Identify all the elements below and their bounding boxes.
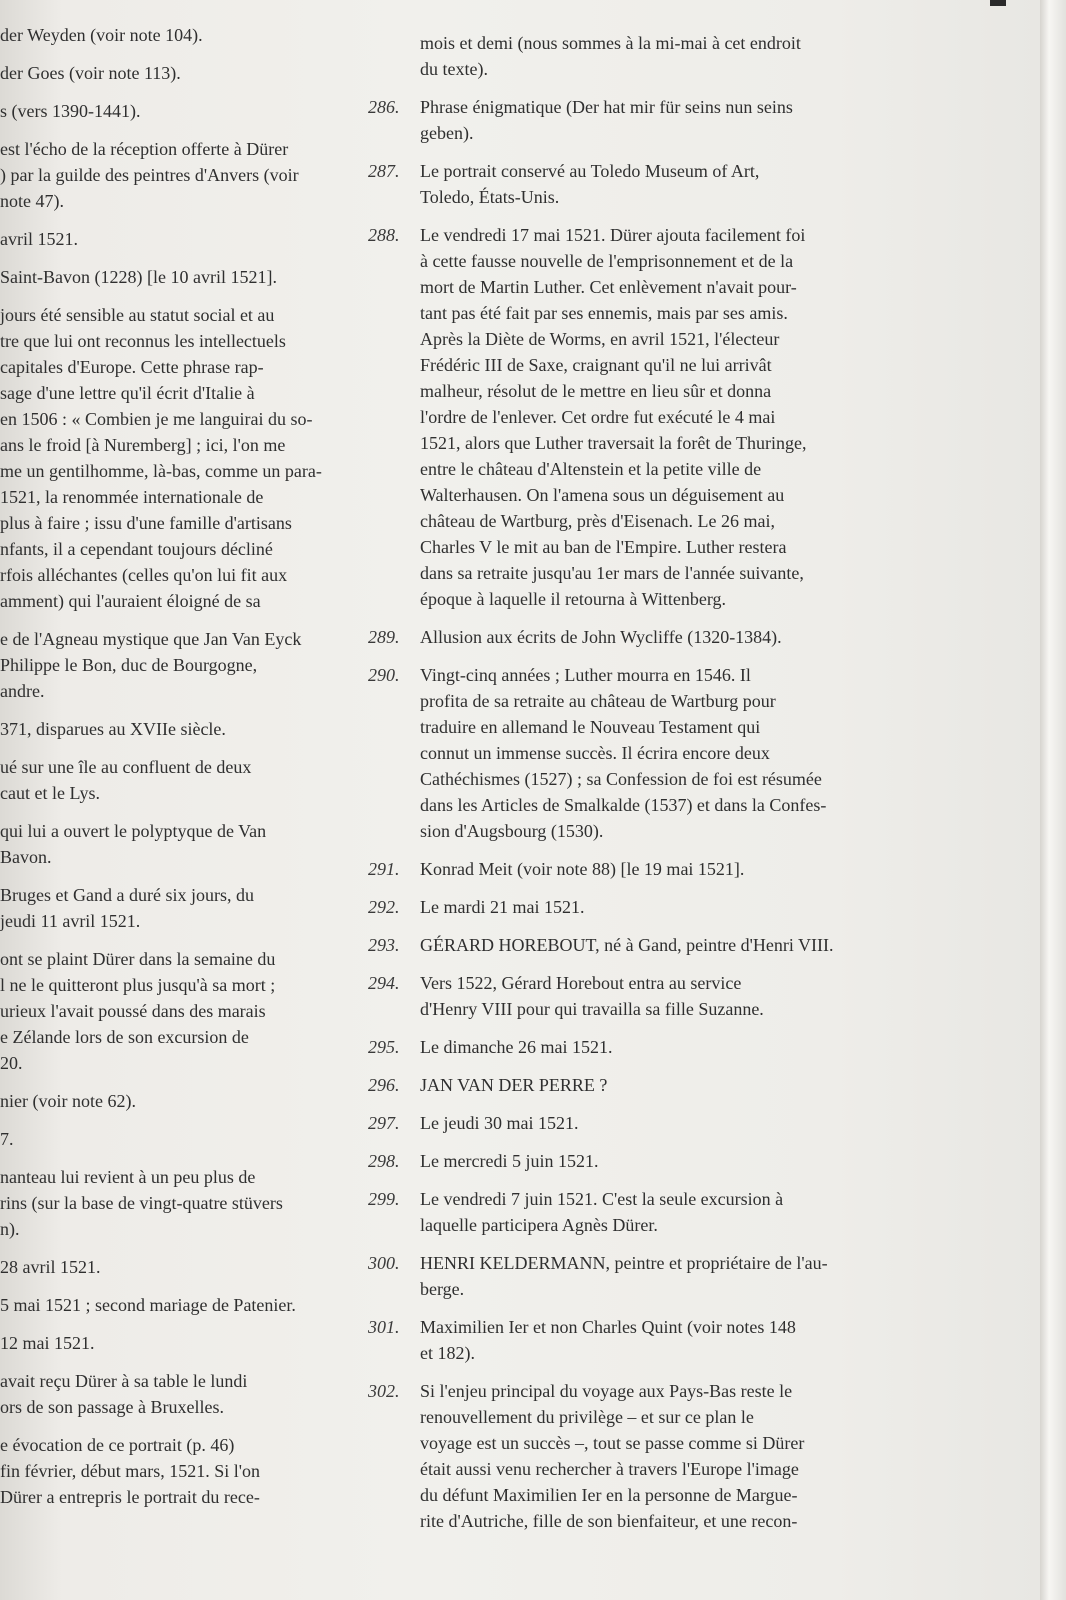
text-line: est l'écho de la réception offerte à Dürer	[0, 139, 289, 159]
left-note-paragraph	[0, 626, 345, 704]
right-column	[368, 30, 888, 1546]
text-line: s (vers 1390-1441).	[0, 101, 141, 121]
text-line: Cathéchismes (1527) ; sa Confession de foi est résumée	[420, 769, 822, 789]
text-line: 371, disparues au XVIIe siècle.	[0, 719, 226, 739]
text-line: nanteau lui revient à un peu plus de	[0, 1167, 256, 1187]
text-line: qui lui a ouvert le polyptyque de Van	[0, 821, 267, 841]
text-line: Saint-Bavon (1228) [le 10 avril 1521].	[0, 267, 277, 287]
endnote-number: 293.	[368, 935, 400, 955]
text-line: voyage est un succès –, tout se passe comme si Dürer	[420, 1433, 805, 1453]
text-line: e évocation de ce portrait (p. 46)	[0, 1435, 235, 1455]
text-line: mort de Martin Luther. Cet enlèvement n'avait pour-	[420, 277, 797, 297]
text-line: amment) qui l'auraient éloigné de sa	[0, 591, 261, 611]
endnote-text	[420, 1072, 888, 1098]
endnote	[368, 1072, 888, 1098]
endnote	[368, 1148, 888, 1174]
text-line: Bruges et Gand a duré six jours, du	[0, 885, 254, 905]
endnote	[368, 222, 888, 612]
text-line: l'ordre de l'enlever. Cet ordre fut exécuté le 4 mai	[420, 407, 776, 427]
text-line: der Goes (voir note 113).	[0, 63, 181, 83]
text-line: nfants, il a cependant toujours décliné	[0, 539, 273, 559]
left-note-paragraph	[0, 136, 345, 214]
page-edge-mark	[990, 0, 1006, 6]
endnote-number: 288.	[368, 225, 400, 245]
endnote-number: 297.	[368, 1113, 400, 1133]
endnote	[368, 94, 888, 146]
text-line: Le vendredi 17 mai 1521. Dürer ajouta facilement foi	[420, 225, 806, 245]
left-note-paragraph	[0, 226, 345, 252]
text-line: Konrad Meit (voir note 88) [le 19 mai 1521].	[420, 859, 745, 879]
endnote-number: 302.	[368, 1381, 400, 1401]
left-note-paragraph	[0, 1330, 345, 1356]
endnote-number: 295.	[368, 1037, 400, 1057]
text-line: ans le froid [à Nuremberg] ; ici, l'on me	[0, 435, 286, 455]
text-line: e Zélande lors de son excursion de	[0, 1027, 249, 1047]
text-line: rite d'Autriche, fille de son bienfaiteur, et une recon-	[420, 1511, 798, 1531]
endnote	[368, 662, 888, 844]
left-note-paragraph	[0, 22, 345, 48]
text-line: sage d'une lettre qu'il écrit d'Italie à	[0, 383, 255, 403]
text-line: Si l'enjeu principal du voyage aux Pays-Bas reste le	[420, 1381, 793, 1401]
text-line: tant pas été fait par ses ennemis, mais par ses amis.	[420, 303, 788, 323]
text-line: dans sa retraite jusqu'au 1er mars de l'année suivante,	[420, 563, 804, 583]
continued-note-text	[368, 30, 888, 82]
text-line: jours été sensible au statut social et au	[0, 305, 275, 325]
endnote-number: 298.	[368, 1151, 400, 1171]
endnote-text	[420, 662, 888, 844]
text-line: Charles V le mit au ban de l'Empire. Luther restera	[420, 537, 787, 557]
endnote	[368, 624, 888, 650]
left-note-paragraph	[0, 302, 345, 614]
text-line: GÉRARD HOREBOUT, né à Gand, peintre d'Henri VIII.	[420, 935, 834, 955]
endnote-text	[420, 1034, 888, 1060]
endnote	[368, 1314, 888, 1366]
endnote-text	[420, 158, 888, 210]
text-line: du texte).	[420, 59, 488, 79]
text-line: d'Henry VIII pour qui travailla sa fille Suzanne.	[420, 999, 764, 1019]
text-line: nier (voir note 62).	[0, 1091, 136, 1111]
text-line: malheur, résolut de le mettre en lieu sûr et donna	[420, 381, 772, 401]
text-line: Le vendredi 7 juin 1521. C'est la seule excursion à	[420, 1189, 784, 1209]
text-line: Le mercredi 5 juin 1521.	[420, 1151, 599, 1171]
text-line: 7.	[0, 1129, 14, 1149]
endnote-number: 296.	[368, 1075, 400, 1095]
text-line: mois et demi (nous sommes à la mi-mai à cet endroit	[420, 33, 801, 53]
endnote-number: 291.	[368, 859, 400, 879]
endnote	[368, 1250, 888, 1302]
text-line: profita de sa retraite au château de Wartburg pour	[420, 691, 776, 711]
endnote-text	[420, 970, 888, 1022]
left-note-paragraph	[0, 1088, 345, 1114]
text-line: ) par la guilde des peintres d'Anvers (voir	[0, 165, 299, 185]
endnote-text	[420, 1148, 888, 1174]
text-line: avait reçu Dürer à sa table le lundi	[0, 1371, 248, 1391]
text-line: JAN VAN DER PERRE ?	[420, 1075, 608, 1095]
text-line: Frédéric III de Saxe, craignant qu'il ne lui arrivât	[420, 355, 772, 375]
text-line: plus à faire ; issu d'une famille d'artisans	[0, 513, 292, 533]
endnote-number: 300.	[368, 1253, 400, 1273]
left-note-paragraph	[0, 754, 345, 806]
text-line: caut et le Lys.	[0, 783, 100, 803]
endnote	[368, 1186, 888, 1238]
text-line: époque à laquelle il retourna à Wittenberg.	[420, 589, 726, 609]
endnote	[368, 1110, 888, 1136]
text-line: fin février, début mars, 1521. Si l'on	[0, 1461, 260, 1481]
text-line: l ne le quitteront plus jusqu'à sa mort ;	[0, 975, 276, 995]
endnote-number: 301.	[368, 1317, 400, 1337]
text-line: du défunt Maximilien Ier en la personne de Margue-	[420, 1485, 798, 1505]
left-note-paragraph	[0, 60, 345, 86]
text-line: tre que lui ont reconnus les intellectuels	[0, 331, 286, 351]
text-line: note 47).	[0, 191, 64, 211]
endnote-text	[420, 932, 888, 958]
endnote	[368, 1378, 888, 1534]
endnote-text	[420, 894, 888, 920]
text-line: traduire en allemand le Nouveau Testament qui	[420, 717, 761, 737]
text-line: et 182).	[420, 1343, 475, 1363]
endnote-text	[420, 1378, 888, 1534]
endnote	[368, 970, 888, 1022]
left-note-paragraph	[0, 716, 345, 742]
endnote-text	[420, 856, 888, 882]
left-note-paragraph	[0, 1254, 345, 1280]
left-note-paragraph	[0, 882, 345, 934]
text-line: Dürer a entrepris le portrait du rece-	[0, 1487, 260, 1507]
text-line: Toledo, États-Unis.	[420, 187, 560, 207]
left-note-paragraph	[0, 946, 345, 1076]
text-line: renouvellement du privilège – et sur ce plan le	[420, 1407, 754, 1427]
endnote-text	[420, 1250, 888, 1302]
endnote-number: 292.	[368, 897, 400, 917]
text-line: rins (sur la base de vingt-quatre stüvers	[0, 1193, 283, 1213]
text-line: ors de son passage à Bruxelles.	[0, 1397, 224, 1417]
text-line: 5 mai 1521 ; second mariage de Patenier.	[0, 1295, 296, 1315]
endnotes-list	[368, 94, 888, 1534]
text-line: berge.	[420, 1279, 465, 1299]
text-line: avril 1521.	[0, 229, 78, 249]
endnote-text	[420, 1314, 888, 1366]
text-line: rfois alléchantes (celles qu'on lui fit aux	[0, 565, 288, 585]
text-line: ont se plaint Dürer dans la semaine du	[0, 949, 276, 969]
text-line: Le mardi 21 mai 1521.	[420, 897, 585, 917]
text-line: e de l'Agneau mystique que Jan Van Eyck	[0, 629, 302, 649]
text-line: 12 mai 1521.	[0, 1333, 95, 1353]
text-line: jeudi 11 avril 1521.	[0, 911, 141, 931]
text-line: Philippe le Bon, duc de Bourgogne,	[0, 655, 258, 675]
endnote	[368, 856, 888, 882]
text-line: urieux l'avait poussé dans des marais	[0, 1001, 266, 1021]
text-line: était aussi venu rechercher à travers l'Europe l'image	[420, 1459, 799, 1479]
text-line: Allusion aux écrits de John Wycliffe (1320-1384).	[420, 627, 782, 647]
left-note-paragraph	[0, 264, 345, 290]
left-note-paragraph	[0, 1368, 345, 1420]
endnote	[368, 894, 888, 920]
text-line: 20.	[0, 1053, 23, 1073]
endnote	[368, 158, 888, 210]
text-line: Après la Diète de Worms, en avril 1521, l'électeur	[420, 329, 780, 349]
text-line: 1521, alors que Luther traversait la forêt de Thuringe,	[420, 433, 807, 453]
endnote	[368, 932, 888, 958]
text-line: Bavon.	[0, 847, 52, 867]
left-note-paragraph	[0, 1164, 345, 1242]
text-line: Phrase énigmatique (Der hat mir für seins nun seins	[420, 97, 793, 117]
text-line: HENRI KELDERMANN, peintre et propriétaire de l'au-	[420, 1253, 828, 1273]
text-line: Le jeudi 30 mai 1521.	[420, 1113, 579, 1133]
endnote-text	[420, 1110, 888, 1136]
left-note-paragraph	[0, 1126, 345, 1152]
endnote-number: 287.	[368, 161, 400, 181]
endnote-text	[420, 624, 888, 650]
left-note-paragraph	[0, 1292, 345, 1318]
text-line: geben).	[420, 123, 474, 143]
endnote-number: 294.	[368, 973, 400, 993]
endnote-number: 289.	[368, 627, 400, 647]
text-line: à cette fausse nouvelle de l'emprisonnement et de la	[420, 251, 794, 271]
text-line: dans les Articles de Smalkalde (1537) et dans la Confes-	[420, 795, 827, 815]
text-line: der Weyden (voir note 104).	[0, 25, 203, 45]
text-line: Walterhausen. On l'amena sous un déguisement au	[420, 485, 785, 505]
text-line: Le portrait conservé au Toledo Museum of Art,	[420, 161, 760, 181]
text-line: Le dimanche 26 mai 1521.	[420, 1037, 613, 1057]
endnote-number: 290.	[368, 665, 400, 685]
text-line: andre.	[0, 681, 45, 701]
left-column	[0, 22, 345, 1522]
text-line: sion d'Augsbourg (1530).	[420, 821, 604, 841]
text-line: entre le château d'Altenstein et la petite ville de	[420, 459, 762, 479]
text-line: Vers 1522, Gérard Horebout entra au service	[420, 973, 742, 993]
text-line: me un gentilhomme, là-bas, comme un para-	[0, 461, 322, 481]
page-edge	[1040, 0, 1066, 1600]
text-line: château de Wartburg, près d'Eisenach. Le 26 mai,	[420, 511, 775, 531]
left-note-paragraph	[0, 1432, 345, 1510]
endnote-text	[420, 1186, 888, 1238]
text-line: Maximilien Ier et non Charles Quint (voir notes 148	[420, 1317, 796, 1337]
text-line: connut un immense succès. Il écrira encore deux	[420, 743, 770, 763]
endnote	[368, 1034, 888, 1060]
text-line: Vingt-cinq années ; Luther mourra en 1546. Il	[420, 665, 751, 685]
endnote-number: 286.	[368, 97, 400, 117]
endnote-number: 299.	[368, 1189, 400, 1209]
text-line: n).	[0, 1219, 20, 1239]
text-line: capitales d'Europe. Cette phrase rap-	[0, 357, 264, 377]
left-note-paragraph	[0, 98, 345, 124]
endnote-text	[420, 94, 888, 146]
text-line: ué sur une île au confluent de deux	[0, 757, 252, 777]
endnote-text	[420, 222, 888, 612]
text-line: 1521, la renommée internationale de	[0, 487, 264, 507]
text-line: en 1506 : « Combien je me languirai du so-	[0, 409, 313, 429]
text-line: 28 avril 1521.	[0, 1257, 101, 1277]
left-note-paragraph	[0, 818, 345, 870]
text-line: laquelle participera Agnès Dürer.	[420, 1215, 658, 1235]
